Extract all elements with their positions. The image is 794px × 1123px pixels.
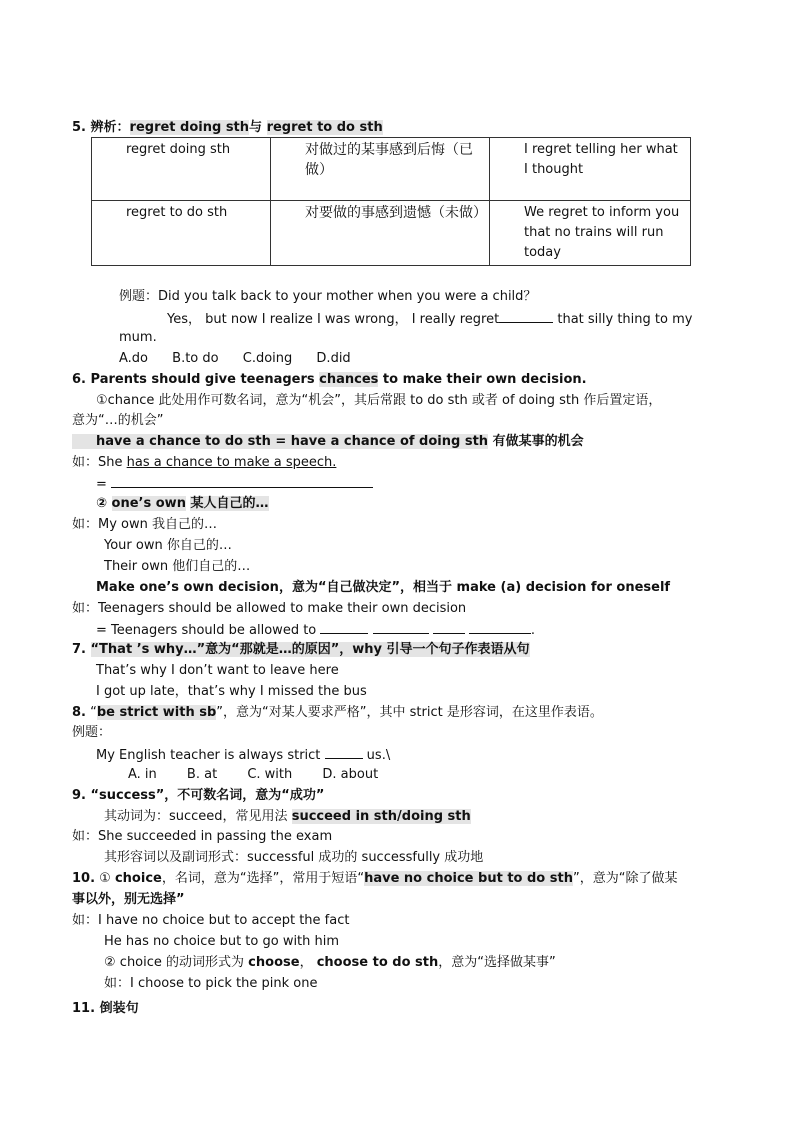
answer-blank[interactable]: [320, 619, 368, 634]
example-text: He has no choice but to go with him: [104, 934, 340, 949]
phrase-line: [72, 432, 584, 451]
options-row: [119, 349, 351, 368]
option: B. at: [186, 767, 218, 782]
section-11-heading: [72, 999, 139, 1018]
conjunction: 与: [249, 120, 263, 135]
table-row: [92, 201, 691, 266]
answer-text-cont: that silly thing to my: [557, 312, 693, 327]
circled-number: ②: [96, 496, 108, 511]
note-line: ①chance 此处用作可数名词，意为“机会”，其后常跟 to do sth 或者 of doing sth 作后置定语，: [96, 393, 662, 408]
example-text: I got up late，that’s why I missed the bus: [96, 684, 367, 699]
example-label: 例题：: [72, 725, 112, 740]
section-number: 10.: [72, 871, 96, 886]
table-cell: We regret to inform you that no trains will run today: [490, 201, 691, 266]
example-text: My own 我自己的…: [98, 517, 218, 532]
section-10-heading: [72, 869, 677, 888]
section-number: 5.: [72, 120, 86, 135]
table-cell: 对做过的某事感到后悔（已做）: [271, 138, 490, 201]
option: D. about: [322, 767, 379, 782]
option: B.to do: [172, 351, 219, 366]
term-regret-to-do: regret to do sth: [266, 120, 383, 135]
answer-blank[interactable]: [433, 619, 465, 634]
example-label: 如：: [72, 455, 99, 470]
answer-blank[interactable]: [325, 744, 363, 759]
example-line: [72, 911, 349, 930]
example-text: That’s why I don’t want to leave here: [96, 663, 339, 678]
question-text: us.\: [362, 748, 391, 763]
phrase-line: Make one’s own decision，意为“自己做决定”，相当于 make (a) decision for oneself: [96, 580, 671, 595]
example-label: 例题：: [119, 289, 159, 304]
section-7-heading: [72, 640, 530, 659]
example-text: Your own 你自己的…: [104, 538, 232, 553]
phrase: have no choice but to do sth: [364, 871, 573, 886]
forms-line: 其形容词以及副词形式：successful 成功的 successfully 成功地: [104, 850, 484, 865]
table-cell: 对要做的事感到遗憾（未做）: [271, 201, 490, 266]
term-regret-doing: regret doing sth: [129, 120, 250, 135]
answer-blank[interactable]: [373, 619, 429, 634]
example-text: = Teenagers should be allowed to: [96, 623, 317, 638]
heading-text: ”，意为“对某人要求严格”，其中 strict 是形容词，在这里作表语。: [216, 705, 603, 720]
section-number: 11.: [72, 1001, 96, 1016]
section-number: 6.: [72, 372, 86, 387]
make-example: [72, 599, 466, 618]
own-heading: [96, 494, 269, 513]
section-5-heading: [72, 118, 383, 137]
section-number: 8.: [72, 705, 86, 720]
phrase: have a chance to do sth = have a chance of doing sth: [72, 434, 488, 449]
verb-line: [104, 807, 471, 826]
heading-text: to make their own decision.: [378, 372, 587, 387]
example-label: 如：: [72, 913, 99, 928]
underlined-phrase: has a chance to make a speech.: [126, 455, 337, 470]
rewrite-line: [96, 473, 373, 494]
example-text: Teenagers should be allowed to make their own decision: [98, 601, 467, 616]
comparison-table: [91, 137, 691, 266]
example-line: [72, 453, 336, 472]
phrase: one’s own: [111, 496, 186, 511]
example-answer: [167, 308, 692, 329]
heading-text: ”，意为“除了做某: [572, 871, 678, 886]
example-text: She: [98, 455, 127, 470]
rewrite-blank[interactable]: [111, 473, 373, 488]
verb-text: 其动词为：succeed，常见用法: [104, 809, 292, 824]
answer-text: Yes， but now I realize I was wrong， I really regret: [167, 312, 500, 327]
section-number: 9.: [72, 788, 86, 803]
phrase: choose to do sth: [316, 955, 439, 970]
answer-end: mum.: [119, 330, 157, 345]
keyword: be strict with sb: [96, 705, 217, 720]
phrase-meaning: 有做某事的机会: [492, 434, 584, 449]
example-label: 如：: [72, 829, 99, 844]
heading-text: Parents should give teenagers: [90, 372, 320, 387]
example-text: I have no choice but to accept the fact: [98, 913, 350, 928]
section-8-heading: [72, 703, 603, 722]
example-text: Their own 他们自己的…: [104, 559, 251, 574]
quote-mark: “: [90, 705, 97, 720]
section-6-heading: [72, 370, 587, 389]
make-rewrite: = Teenagers should be allowed to .: [96, 619, 535, 640]
example-question: [96, 744, 390, 765]
section-9-heading: [72, 786, 324, 805]
section-label: 辨析：: [90, 120, 130, 135]
example-text: She succeeded in passing the exam: [98, 829, 333, 844]
phrase: succeed in sth/doing sth: [291, 809, 471, 824]
options-row: [128, 765, 378, 784]
verb-text: ，意为“选择做某事”: [438, 955, 556, 970]
answer-blank[interactable]: [499, 308, 553, 323]
note-line: 意为“…的机会”: [72, 413, 164, 428]
equals-sign: =: [96, 477, 107, 492]
example-question: [119, 287, 536, 306]
example-label: 如：: [72, 601, 99, 616]
example-label: 如：: [72, 517, 99, 532]
option: C. with: [247, 767, 293, 782]
question-text: Did you talk back to your mother when you were a child？: [158, 289, 537, 304]
keyword: chances: [319, 372, 379, 387]
circled-number: ①: [99, 871, 111, 886]
verb-text: ，: [299, 955, 317, 970]
option: A.do: [119, 351, 149, 366]
keyword: choose: [248, 955, 300, 970]
phrase-meaning: 某人自己的…: [190, 496, 269, 511]
heading-text-cont: 事以外，别无选择”: [72, 892, 185, 907]
example-line: [72, 827, 332, 846]
table-cell: regret to do sth: [92, 201, 271, 266]
circled-number: ②: [104, 955, 116, 970]
heading-text: “success”，不可数名词，意为“成功”: [90, 788, 325, 803]
heading-text: 倒装句: [99, 1001, 139, 1016]
table-cell: regret doing sth: [92, 138, 271, 201]
verb-text: choice 的动词形式为: [119, 955, 249, 970]
option: D.did: [316, 351, 351, 366]
option: C.doing: [242, 351, 293, 366]
table-cell: I regret telling her what I thought: [490, 138, 691, 201]
heading-text: ，名词，意为“选择”，常用于短语“: [161, 871, 365, 886]
example-text: 如：I choose to pick the pink one: [104, 976, 318, 991]
heading-text: “That ’s why…”意为“那就是…的原因”，why 引导一个句子作表语从句: [90, 642, 530, 657]
keyword: choice: [114, 871, 162, 886]
option: A. in: [128, 767, 157, 782]
question-text: My English teacher is always strict: [96, 748, 325, 763]
answer-blank[interactable]: [469, 619, 531, 634]
section-number: 7.: [72, 642, 86, 657]
own-example: [72, 515, 217, 534]
verb-form-line: [104, 953, 556, 972]
table-row: [92, 138, 691, 201]
